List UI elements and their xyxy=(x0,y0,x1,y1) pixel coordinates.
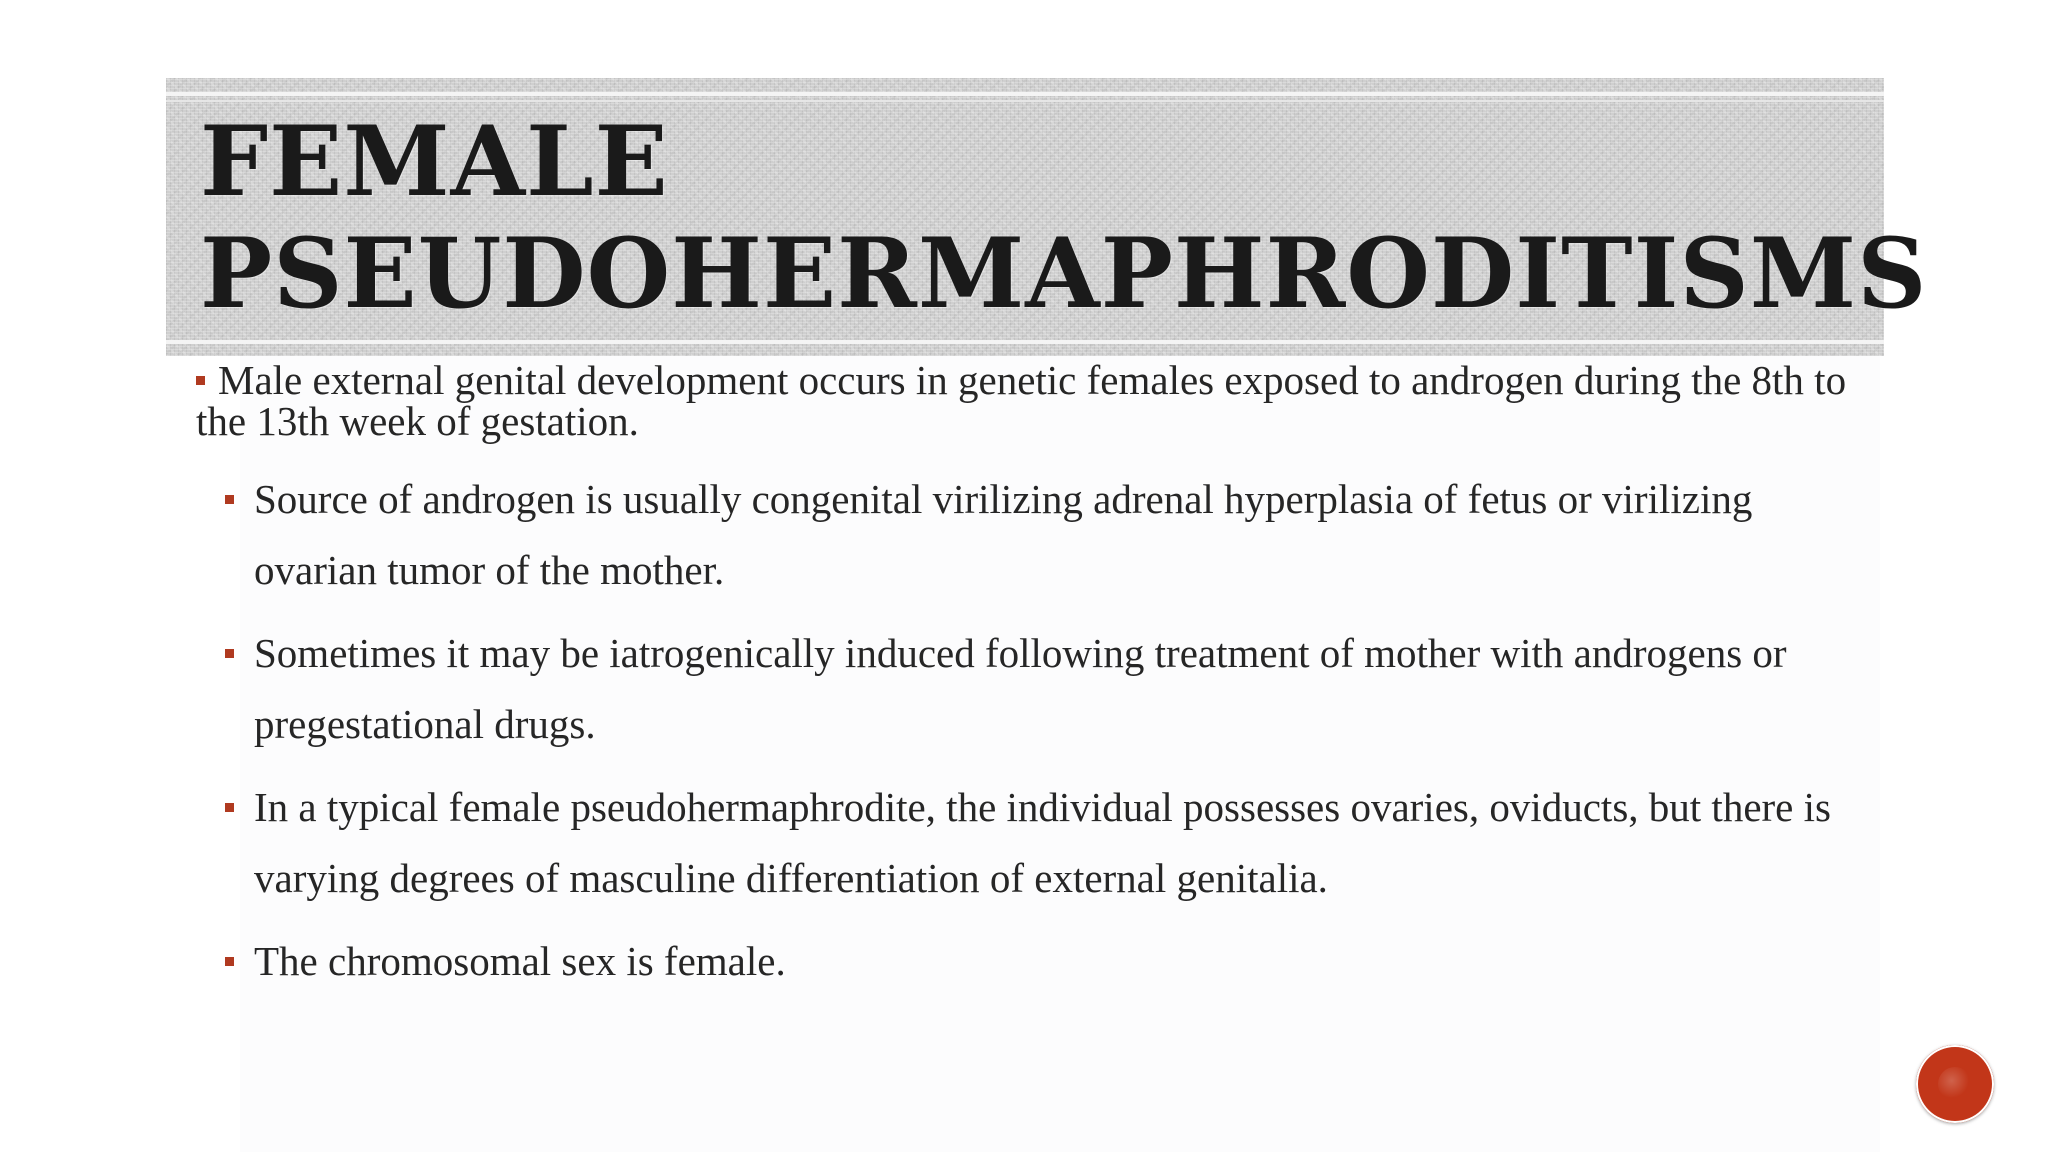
sub-bullet-item xyxy=(222,618,1882,760)
sub-bullet-text: The chromosomal sex is female. xyxy=(254,938,786,984)
sub-bullet-text: In a typical female pseudohermaphrodite, the individual possesses ovaries, oviducts, but there is varying degrees of masculine differentiation of external genitalia. xyxy=(254,784,1831,901)
square-bullet-icon xyxy=(225,649,234,658)
square-bullet-icon xyxy=(225,957,234,966)
circle-button-icon[interactable] xyxy=(1916,1045,1994,1123)
square-bullet-icon xyxy=(196,376,205,385)
title-band xyxy=(166,78,1928,356)
button-swirl-decoration xyxy=(1938,1067,1972,1101)
sub-bullet-item xyxy=(222,926,1882,997)
sub-bullet-text: Source of androgen is usually congenital virilizing adrenal hyperplasia of fetus or virilizing ovarian tumor of the mother. xyxy=(254,476,1753,593)
lead-bullet-text: Male external genital development occurs in genetic females exposed to androgen during the 8th to the 13th week of gestation. xyxy=(196,357,1847,444)
sub-bullet-item xyxy=(222,464,1882,606)
slide-title-line-2: PSEUDOHERMAPHRODITISMS xyxy=(200,217,1928,330)
slide-title xyxy=(200,106,1927,330)
title-band-mid-rule xyxy=(166,100,1884,102)
slide-title-line-1: FEMALE xyxy=(200,105,669,218)
title-band-top-rule xyxy=(166,92,1884,96)
lead-bullet xyxy=(196,357,1856,444)
square-bullet-icon xyxy=(225,495,234,504)
sub-bullet-list xyxy=(222,464,1882,1009)
sub-bullet-item xyxy=(222,772,1882,914)
sub-bullet-text: Sometimes it may be iatrogenically induced following treatment of mother with androgens or pregestational drugs. xyxy=(254,630,1787,747)
title-band-bottom-rule xyxy=(166,340,1884,344)
square-bullet-icon xyxy=(225,803,234,812)
